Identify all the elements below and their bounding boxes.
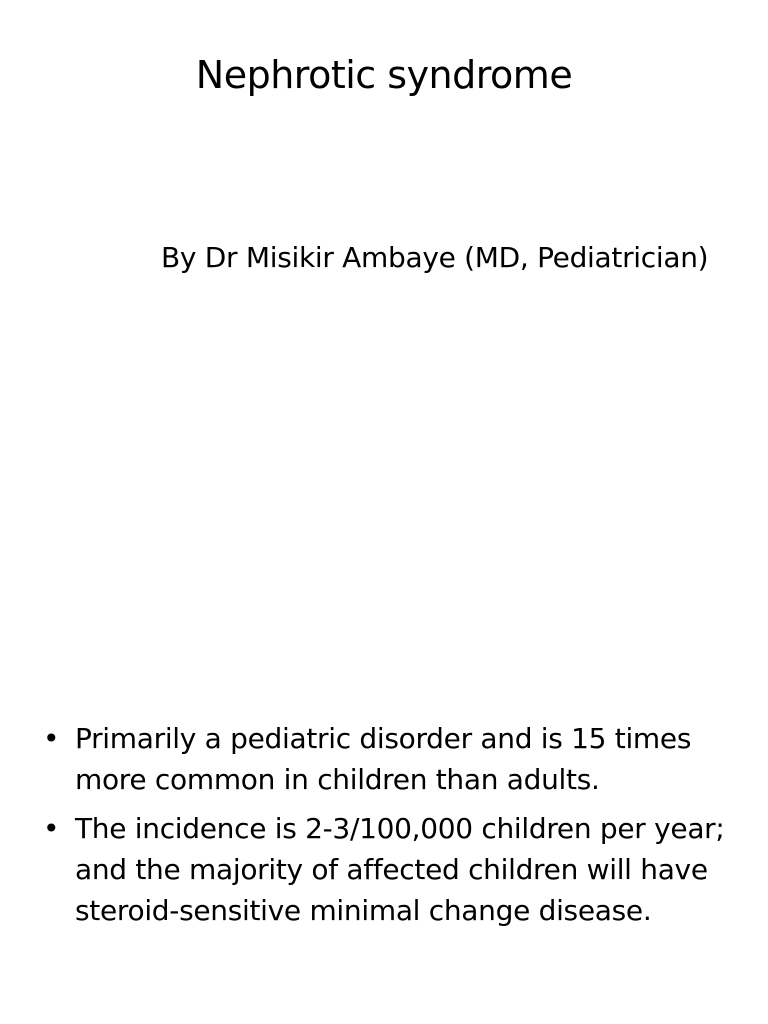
bullet-dot-icon: •: [43, 812, 60, 845]
bullet-text: The incidence is 2-3/100,000 children per year; and the majority of affected children will have steroid-sensitive minimal change disease.: [75, 812, 725, 927]
bullet-dot-icon: •: [43, 722, 60, 755]
bullet-item: [40, 808, 740, 931]
bullet-text: Primarily a pediatric disorder and is 15 times more common in children than adults.: [75, 722, 692, 796]
bullet-item: [40, 718, 740, 800]
slide-subtitle: By Dr Misikir Ambaye (MD, Pediatrician): [161, 241, 709, 274]
bullet-list: [40, 718, 740, 939]
slide-title: Nephrotic syndrome: [195, 53, 573, 97]
